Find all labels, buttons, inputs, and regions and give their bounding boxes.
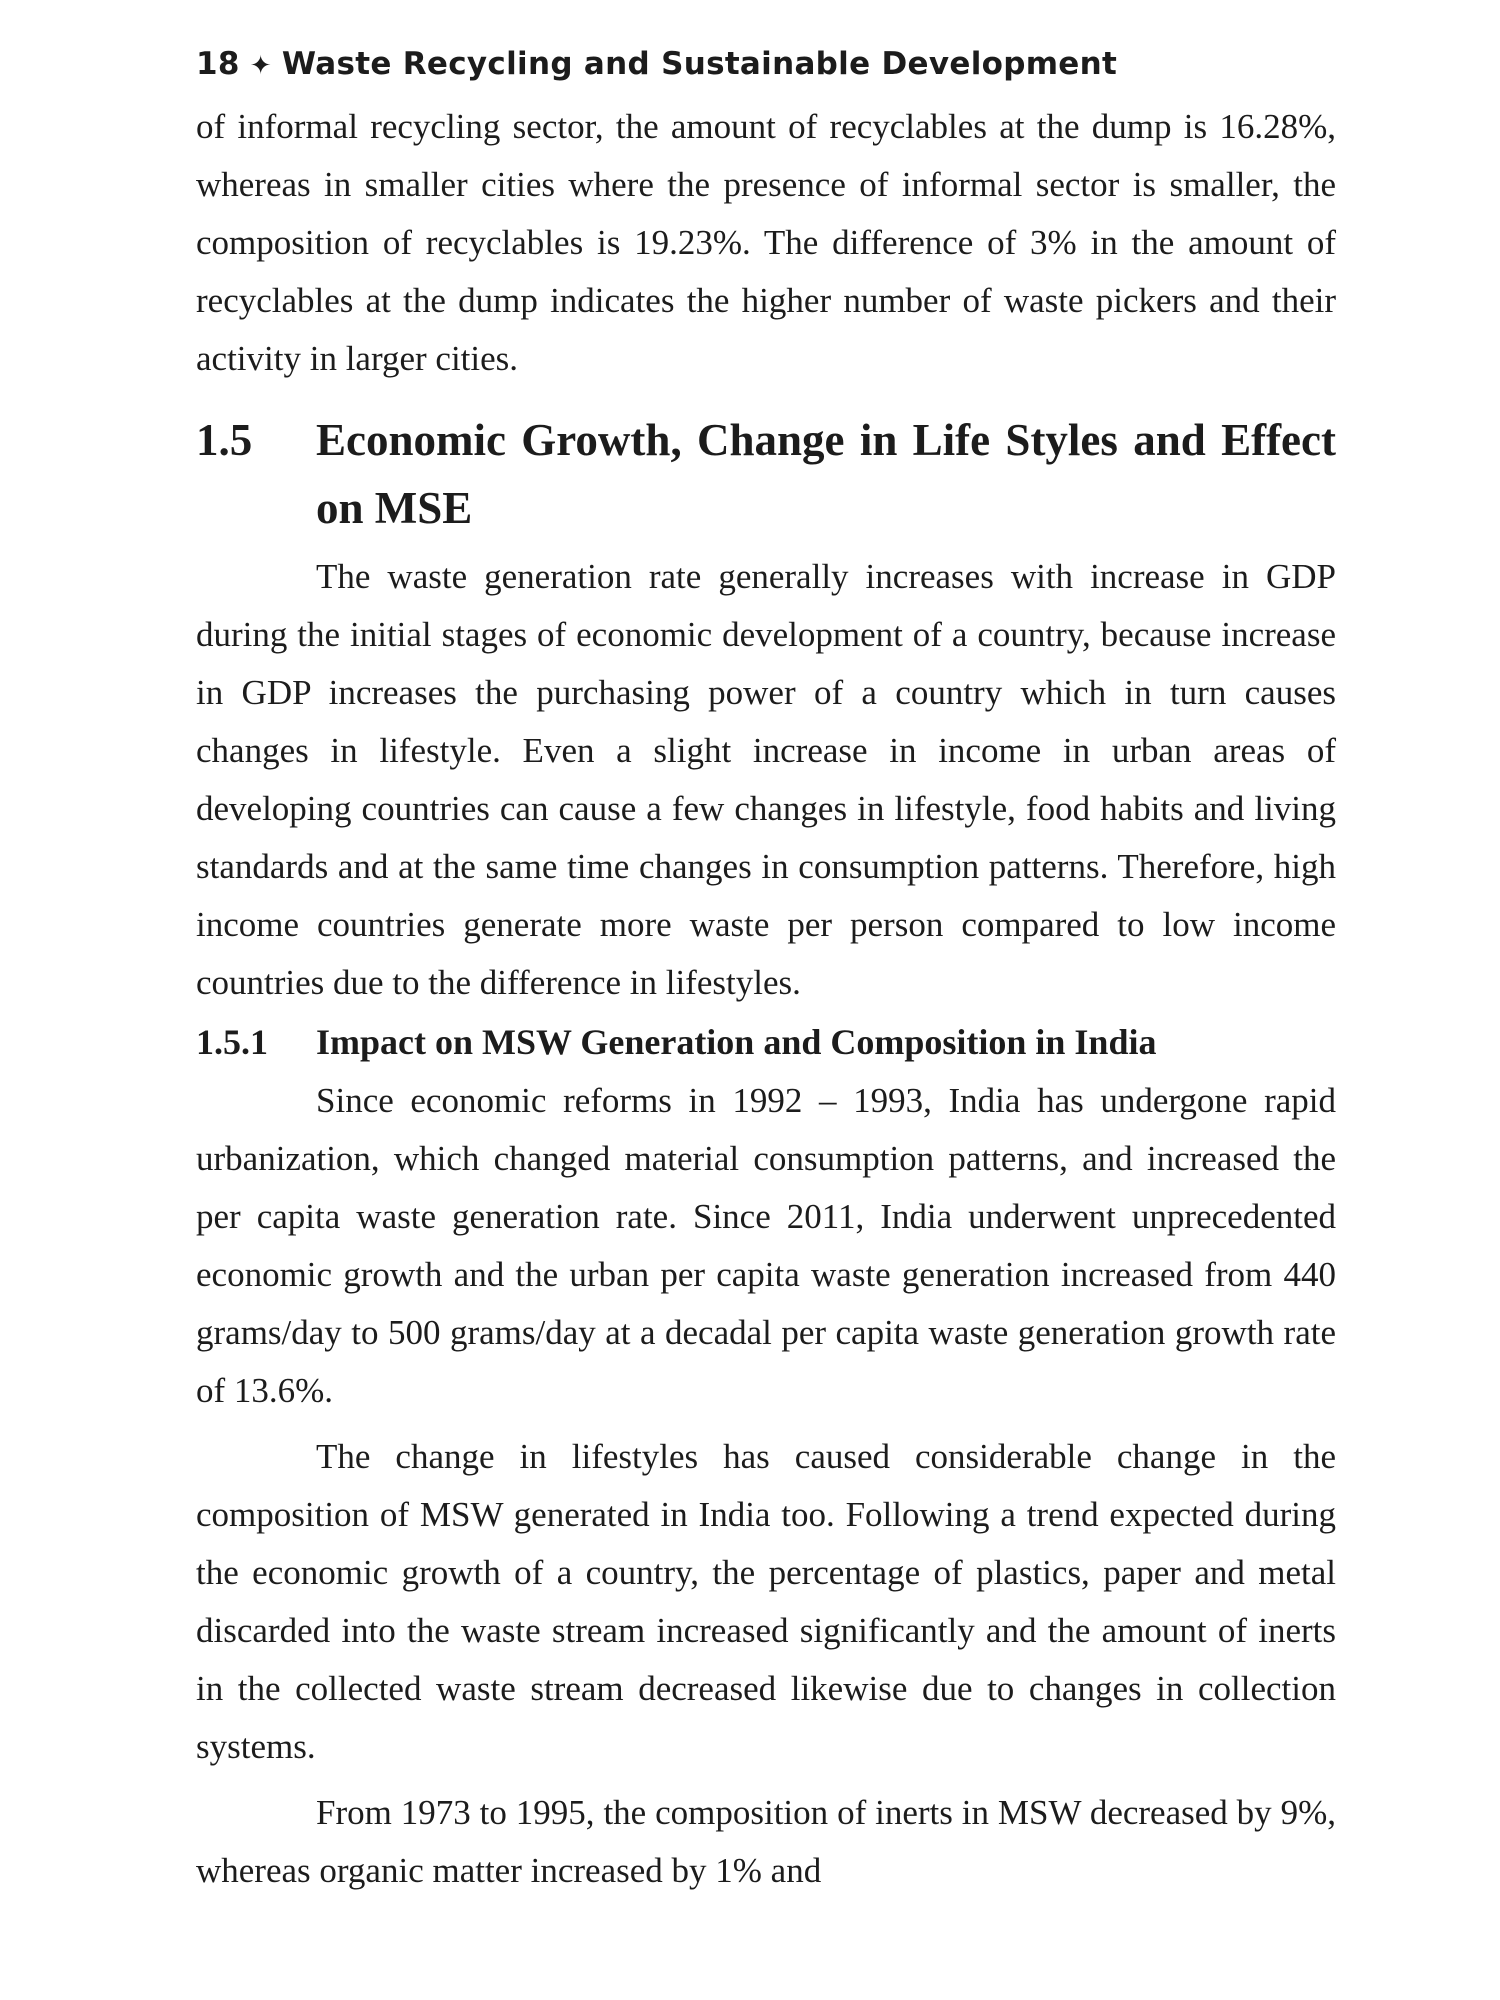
book-page xyxy=(196,40,1336,1900)
running-title: Waste Recycling and Sustainable Development xyxy=(281,46,1118,82)
section-number: 1.5 xyxy=(196,415,253,465)
paragraph-economic-reforms: Since economic reforms in 1992 – 1993, India has undergone rapid urbanization, which changed material consumption patterns, and increased the per capita waste generation rate. Since 2011, India underwent unprecedented economic growth and the urban per capita waste generation increased from 440 grams/day to 500 grams/day at a decadal per capita waste generation growth rate of 13.6%. xyxy=(196,1081,1336,1410)
separator-glyph: ✦ xyxy=(249,51,272,81)
subsection-number: 1.5.1 xyxy=(196,1022,268,1062)
paragraph-gap xyxy=(196,1776,1336,1784)
section-heading-1-5 xyxy=(196,406,1336,542)
paragraph-lifestyle-change: The change in lifestyles has caused considerable change in the composition of MSW generated in India too. Following a trend expected during the economic growth of a country, the percentage of plastics, paper and metal discarded into the waste stream increased significantly and the amount of inerts in the collected waste stream decreased likewise due to changes in collection systems. xyxy=(196,1437,1336,1766)
running-header xyxy=(196,40,1336,88)
paragraph-inerts-composition: From 1973 to 1995, the composition of inerts in MSW decreased by 9%, whereas organic matter increased by 1% and xyxy=(196,1793,1336,1890)
section-title: Economic Growth, Change in Life Styles and Effect on MSE xyxy=(316,415,1336,533)
subsection-heading-1-5-1 xyxy=(196,1012,1336,1072)
paragraph-continuation: of informal recycling sector, the amount of recyclables at the dump is 16.28%, whereas in smaller cities where the presence of informal sector is smaller, the composition of recyclables is 19.23%. The difference of 3% in the amount of recyclables at the dump indicates the higher number of waste pickers and their activity in larger cities. xyxy=(196,107,1336,378)
paragraph-gdp-waste: The waste generation rate generally increases with increase in GDP during the initial stages of economic development of a country, because increase in GDP increases the purchasing power of a country which in turn causes changes in lifestyle. Even a slight increase in income in urban areas of developing countries can cause a few changes in lifestyle, food habits and living standards and at the same time changes in consumption patterns. Therefore, high income countries generate more waste per person compared to low income countries due to the difference in lifestyles. xyxy=(196,557,1336,1002)
subsection-title: Impact on MSW Generation and Composition in India xyxy=(316,1022,1157,1062)
paragraph-gap xyxy=(196,1420,1336,1428)
page-number: 18 xyxy=(196,46,240,82)
